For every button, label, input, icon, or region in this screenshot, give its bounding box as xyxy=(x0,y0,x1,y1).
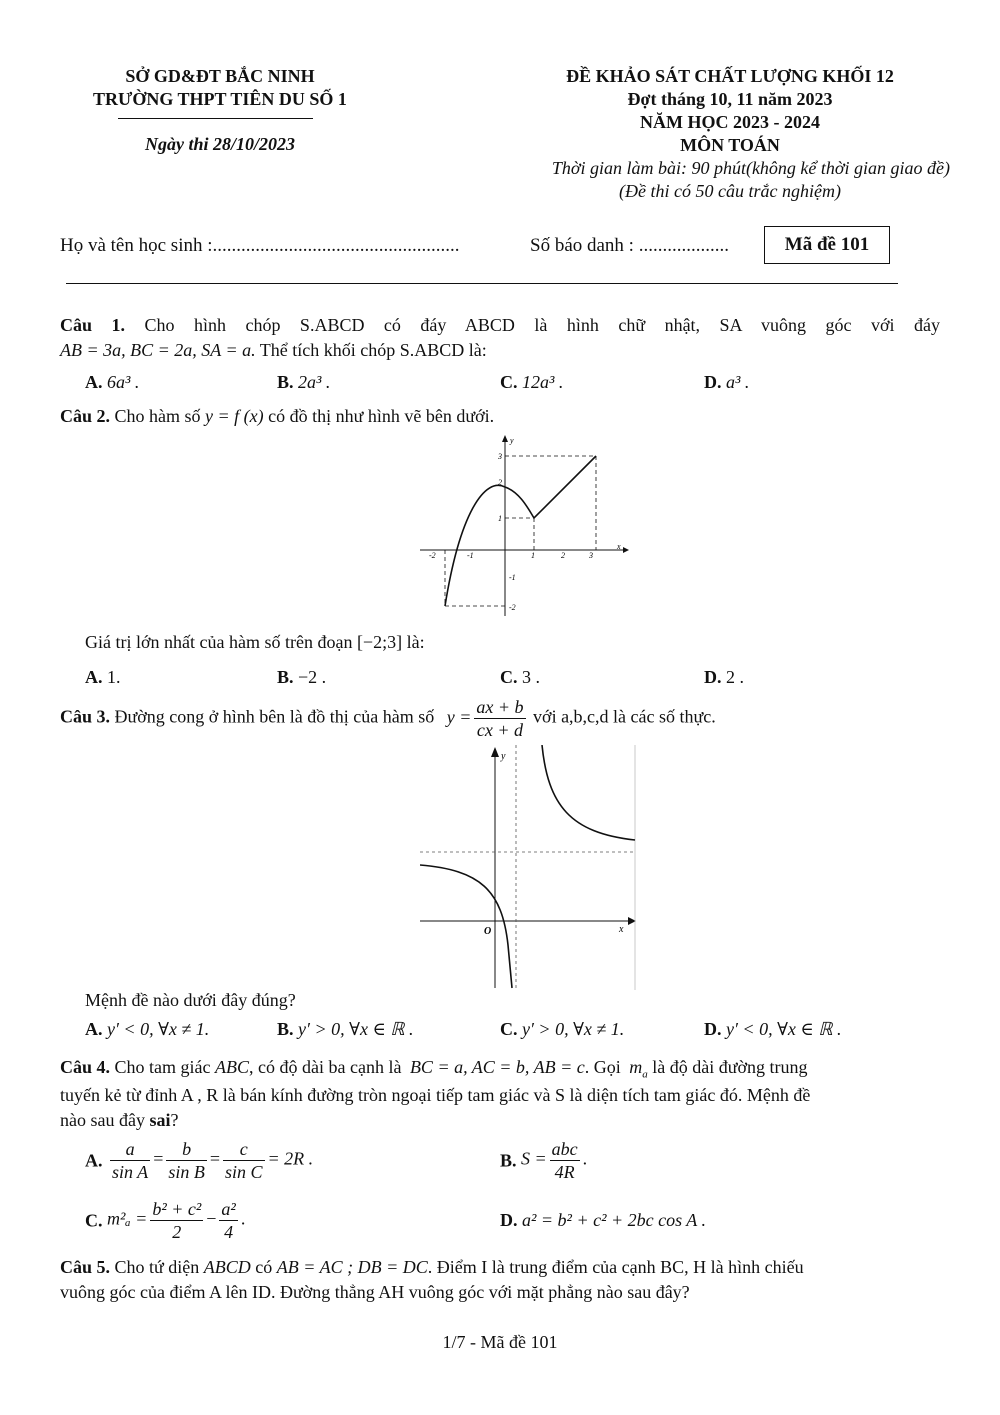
q3-graph xyxy=(420,745,640,990)
x-axis-arrow xyxy=(623,547,629,553)
q1-line2 xyxy=(60,340,487,361)
graph-y-label: y xyxy=(510,436,514,445)
exam-code-box: Mã đề 101 xyxy=(764,226,890,264)
q2-option-a[interactable]: A. 1. xyxy=(85,667,121,687)
q3-line1: Câu 3. Đường cong ở hình bên là đồ thị của hàm số y = $\frac{ax + b}{cx + d}$ với a,b,c,d là các số thực. xyxy=(60,697,716,740)
right-branch xyxy=(542,745,635,840)
y-axis-arrow xyxy=(491,747,499,757)
svg-text:3: 3 xyxy=(589,551,593,560)
function-curve xyxy=(445,456,596,606)
q2-option-d[interactable]: D. 2 . xyxy=(704,667,744,687)
q1-option-c[interactable]: C. 12a³ . xyxy=(500,372,564,392)
separator-line xyxy=(66,283,898,284)
q3-option-a[interactable]: A. y′ < 0, ∀x ≠ 1. xyxy=(85,1019,210,1039)
dept-name: SỞ GD&ĐT BẮC NINH xyxy=(125,66,315,86)
q1-math: AB = 3a, BC = 2a, SA = a. xyxy=(60,340,256,360)
svg-text:-1: -1 xyxy=(509,573,516,582)
q2-question: Giá trị lớn nhất của hàm số trên đoạn [−2;3] là: xyxy=(85,632,425,652)
header-underline xyxy=(118,118,313,119)
q1-option-d[interactable]: D. a³ . xyxy=(704,372,750,392)
tick-labels xyxy=(429,452,593,612)
q3-option-c[interactable]: C. y′ > 0, ∀x ≠ 1. xyxy=(500,1019,625,1039)
student-name-label: Họ và tên học sinh :.................................................... xyxy=(60,235,460,256)
q4-option-c[interactable]: C. m²ₐ = $\frac{\text{b² + c²}}{2}$ − $\frac{\text{a²}}{4}$ . xyxy=(85,1199,246,1242)
exam-title: ĐỀ KHẢO SÁT CHẤT LƯỢNG KHỐI 12 xyxy=(566,66,894,86)
svg-text:3: 3 xyxy=(498,452,502,461)
time-note: Thời gian làm bài: 90 phút(không kể thời gian giao đề) xyxy=(551,158,950,178)
svg-text:1: 1 xyxy=(498,514,502,523)
q2-graph xyxy=(415,432,635,618)
svg-text:1: 1 xyxy=(531,551,535,560)
q4-option-a[interactable]: A. $\frac{a}{\text{sin A}}$ = $\frac{b}{\text{sin B}}$ = $\frac{c}{\text{sin C}}$ = 2R . xyxy=(85,1139,314,1182)
q1-option-b[interactable]: B. 2a³ . xyxy=(277,372,331,392)
svg-text:-2: -2 xyxy=(429,551,436,560)
q1-text-a: Cho hình chóp S.ABCD có đáy ABCD là hình chữ nhật, SA vuông góc với đáy xyxy=(144,315,940,335)
school-year: NĂM HỌC 2023 - 2024 xyxy=(640,112,820,132)
q5-label: Câu 5. xyxy=(60,1257,111,1277)
q1-line1 xyxy=(60,315,940,336)
svg-text:-2: -2 xyxy=(509,603,516,612)
q2-line1: Câu 2. Cho hàm số y = f (x) có đồ thị như hình vẽ bên dưới. xyxy=(60,406,495,426)
q4-option-b[interactable]: B. S = $\frac{\text{abc}}{4R}$ . xyxy=(500,1139,588,1182)
graph-origin: O xyxy=(484,926,492,937)
y-axis-arrow xyxy=(502,435,508,442)
q5-line1: Câu 5. Cho tứ diện ABCD có AB = AC ; DB = DC. Điểm I là trung điểm của cạnh BC, H là hình chiếu xyxy=(60,1257,804,1277)
svg-text:2: 2 xyxy=(561,551,565,560)
page-footer: 1/7 - Mã đề 101 xyxy=(442,1332,558,1352)
graph-x-label: x xyxy=(617,542,621,551)
subject: MÔN TOÁN xyxy=(680,135,780,155)
q4-line3: nào sau đây sai? xyxy=(60,1110,179,1130)
left-branch xyxy=(420,865,512,988)
q3-label: Câu 3. xyxy=(60,706,111,727)
q3-question: Mệnh đề nào dưới đây đúng? xyxy=(85,990,296,1010)
q1-text-b: Thể tích khối chóp S.ABCD là: xyxy=(259,340,487,360)
exam-period: Đợt tháng 10, 11 năm 2023 xyxy=(627,89,833,109)
graph-y-label: y xyxy=(501,751,506,762)
graph-x-label: x xyxy=(619,924,624,935)
q2-option-c[interactable]: C. 3 . xyxy=(500,667,540,687)
student-id-label: Số báo danh : ................... xyxy=(530,235,729,256)
q3-option-d[interactable]: D. y′ < 0, ∀x ∈ ℝ . xyxy=(704,1019,842,1039)
q4-label: Câu 4. xyxy=(60,1057,111,1077)
q3-fraction: $\frac{ax + b}{cx + d}$ xyxy=(476,697,524,740)
q2-label: Câu 2. xyxy=(60,406,111,426)
q3-option-b[interactable]: B. y′ > 0, ∀x ∈ ℝ . xyxy=(277,1019,414,1039)
svg-text:2: 2 xyxy=(498,478,502,487)
q1-label: Câu 1. xyxy=(60,315,125,335)
q2-option-b[interactable]: B. −2 . xyxy=(277,667,327,687)
q4-line2: tuyến kẻ từ đỉnh A , R là bán kính đường tròn ngoại tiếp tam giác và S là diện tích tam giác đó. Mệnh đề xyxy=(60,1085,811,1105)
q1-option-a[interactable]: A. 6a³ . xyxy=(85,372,140,392)
exam-date: Ngày thi 28/10/2023 xyxy=(144,134,295,154)
question-count-note: (Đề thi có 50 câu trắc nghiệm) xyxy=(619,181,841,201)
q5-line2: vuông góc của điểm A lên ID. Đường thẳng AH vuông góc với mặt phẳng nào sau đây? xyxy=(60,1282,690,1302)
q4-line1: Câu 4. Cho tam giác ABC, có độ dài ba cạnh là BC = a, AC = b, AB = c. Gọi $m_a$ là độ dài đường trung xyxy=(60,1057,808,1081)
svg-text:-1: -1 xyxy=(467,551,474,560)
q4-option-d[interactable]: D. a² = b² + c² + 2bc cos A . xyxy=(500,1210,706,1230)
school-name: TRƯỜNG THPT TIÊN DU SỐ 1 xyxy=(93,89,347,109)
